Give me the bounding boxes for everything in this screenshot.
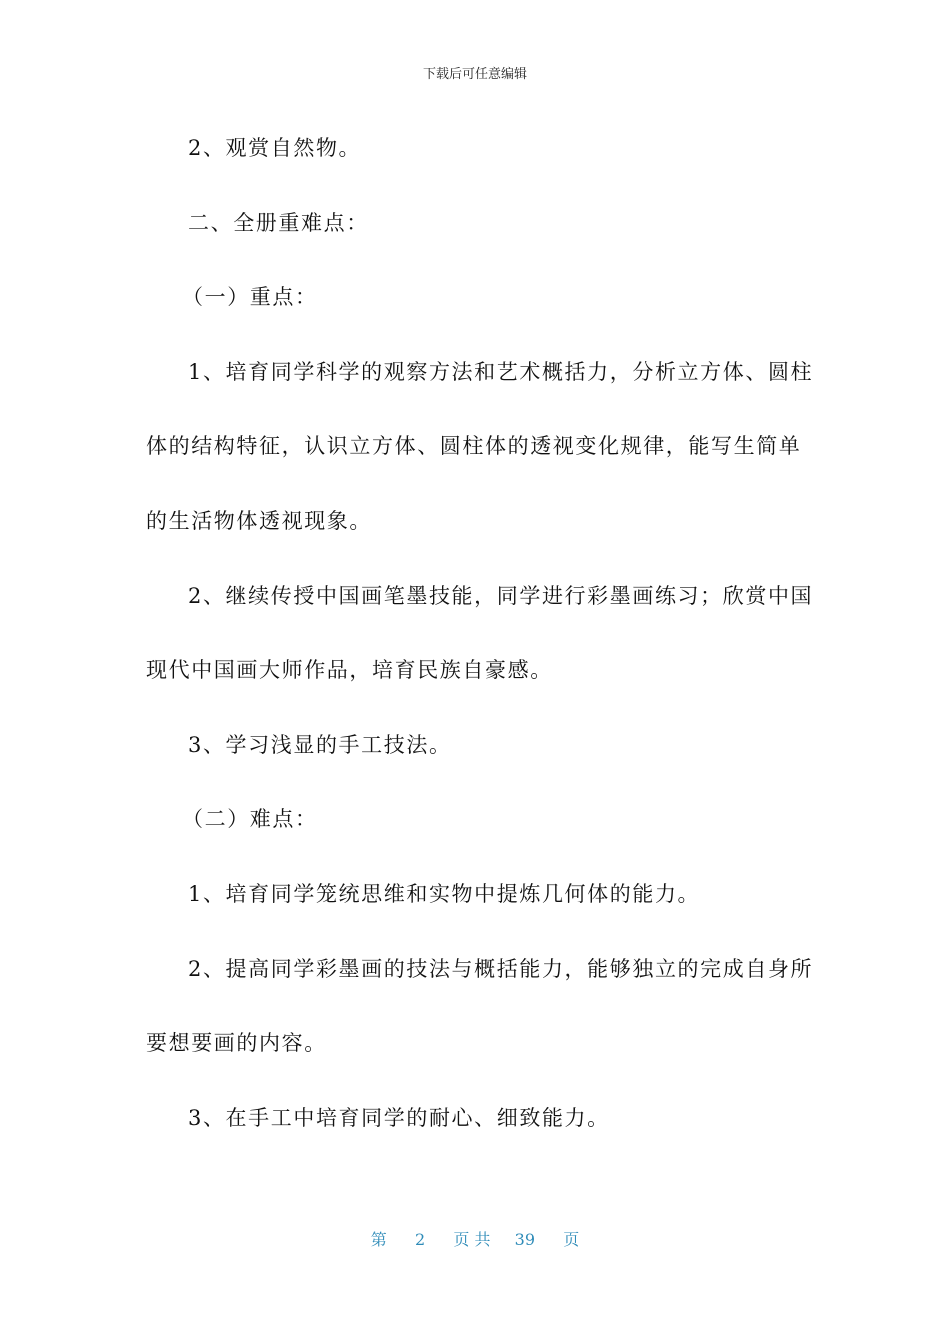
subsection-heading: （一）重点： [182, 285, 318, 310]
paragraph-line: 2、观赏自然物。 [188, 136, 362, 160]
footer-suffix: 页 [563, 1230, 580, 1249]
paragraph-line: 的生活物体透视现象。 [146, 508, 372, 533]
paragraph-line: 2、提高同学彩墨画的技法与概括能力，能够独立的完成自身所 [188, 956, 814, 981]
header-note: 下载后可任意编辑 [422, 67, 527, 82]
document-body [146, 130, 814, 1174]
subsection-heading: （二）难点： [182, 807, 318, 832]
section-heading: 二、全册重难点： [188, 210, 369, 235]
paragraph-line: 3、在手工中培育同学的耐心、细致能力。 [188, 1105, 610, 1130]
current-page-number: 2 [414, 1230, 426, 1249]
page-header [0, 66, 950, 84]
paragraph-line: 3、学习浅显的手工技法。 [188, 732, 452, 757]
footer-middle: 页 共 [453, 1230, 491, 1249]
total-page-count: 39 [514, 1230, 535, 1249]
paragraph-line: 体的结构特征，认识立方体、圆柱体的透视变化规律，能写生简单 [146, 434, 802, 459]
page-footer [0, 1229, 950, 1251]
paragraph-line: 要想要画的内容。 [146, 1031, 327, 1056]
footer-prefix: 第 [370, 1230, 387, 1249]
paragraph-line: 2、继续传授中国画笔墨技能，同学进行彩墨画练习；欣赏中国 [188, 583, 814, 608]
paragraph-line: 1、培育同学科学的观察方法和艺术概括力，分析立方体、圆柱 [188, 359, 814, 384]
paragraph-line: 现代中国画大师作品，培育民族自豪感。 [146, 658, 553, 683]
paragraph-line: 1、培育同学笼统思维和实物中提炼几何体的能力。 [188, 881, 701, 906]
